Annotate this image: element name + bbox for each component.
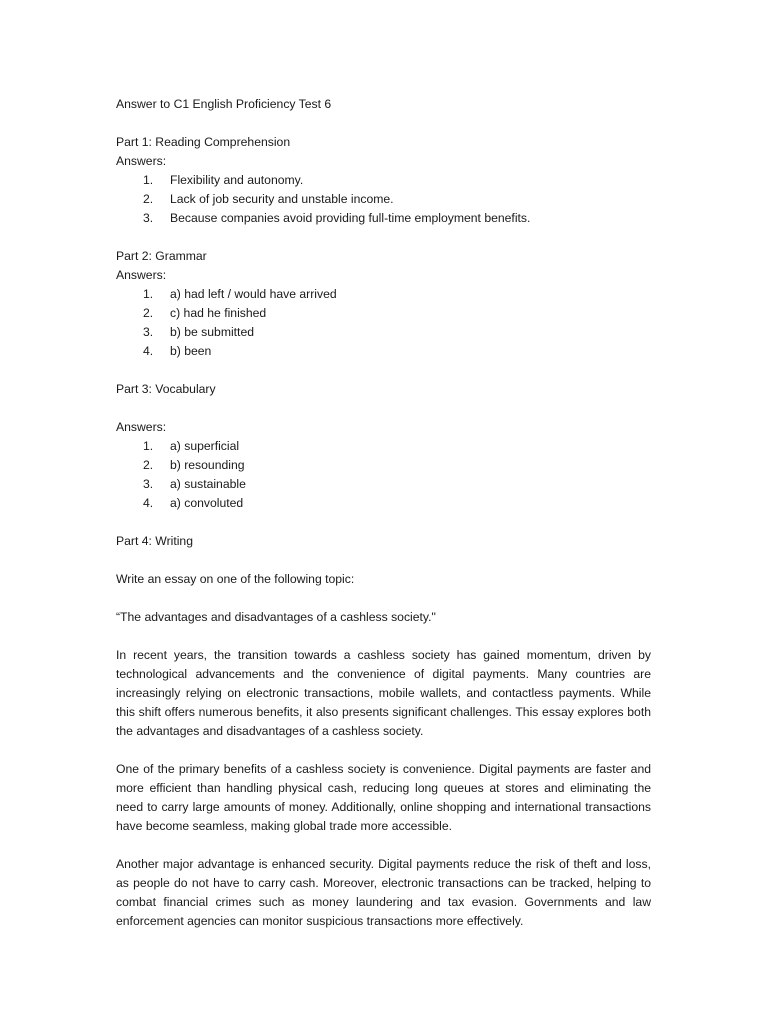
part2-answers-label: Answers: bbox=[116, 268, 167, 282]
list-number: 3. bbox=[143, 211, 154, 225]
answer-text: a) sustainable bbox=[170, 477, 246, 491]
part1-heading: Part 1: Reading Comprehension bbox=[116, 135, 291, 149]
list-number: 4. bbox=[143, 344, 154, 358]
list-item bbox=[116, 190, 651, 209]
answer-text: a) had left / would have arrived bbox=[170, 287, 337, 301]
spacer bbox=[116, 513, 651, 532]
list-item bbox=[116, 494, 651, 513]
spacer bbox=[116, 627, 651, 646]
list-number: 1. bbox=[143, 173, 154, 187]
spacer bbox=[116, 399, 651, 418]
list-number: 2. bbox=[143, 306, 154, 320]
part3-heading: Part 3: Vocabulary bbox=[116, 382, 216, 396]
part2-heading: Part 2: Grammar bbox=[116, 249, 207, 263]
spacer bbox=[116, 589, 651, 608]
part4-heading: Part 4: Writing bbox=[116, 534, 193, 548]
part3-answers-label: Answers: bbox=[116, 420, 167, 434]
answer-text: b) resounding bbox=[170, 458, 245, 472]
answer-text: a) superficial bbox=[170, 439, 240, 453]
essay-paragraph-3: Another major advantage is enhanced security. Digital payments reduce the risk of theft and loss, as people do not have to carry cash. Moreover, electronic transactions can be tracked, helping to combat financial crimes such as money laundering and tax evasion. Governments and law enforcement agencies can monitor suspicious transactions more effectively. bbox=[116, 857, 651, 928]
answer-text: a) convoluted bbox=[170, 496, 244, 510]
essay-topic: “The advantages and disadvantages of a cashless society." bbox=[116, 610, 436, 624]
part1-answer-list bbox=[116, 171, 651, 228]
spacer bbox=[116, 741, 651, 760]
list-number: 3. bbox=[143, 325, 154, 339]
answer-text: Because companies avoid providing full-time employment benefits. bbox=[170, 211, 531, 225]
list-number: 1. bbox=[143, 439, 154, 453]
answer-text: Lack of job security and unstable income. bbox=[170, 192, 394, 206]
part2-answer-list bbox=[116, 285, 651, 361]
answer-text: Flexibility and autonomy. bbox=[170, 173, 304, 187]
answer-text: c) had he finished bbox=[170, 306, 267, 320]
list-item bbox=[116, 456, 651, 475]
list-item bbox=[116, 342, 651, 361]
spacer bbox=[116, 114, 651, 133]
spacer bbox=[116, 228, 651, 247]
list-number: 2. bbox=[143, 192, 154, 206]
answer-text: b) been bbox=[170, 344, 212, 358]
part1-answers-label: Answers: bbox=[116, 154, 167, 168]
list-item bbox=[116, 475, 651, 494]
list-item bbox=[116, 323, 651, 342]
document-title: Answer to C1 English Proficiency Test 6 bbox=[116, 97, 332, 111]
spacer bbox=[116, 361, 651, 380]
spacer bbox=[116, 836, 651, 855]
list-item bbox=[116, 304, 651, 323]
document-page bbox=[116, 95, 651, 931]
list-item bbox=[116, 171, 651, 190]
essay-prompt: Write an essay on one of the following topic: bbox=[116, 572, 355, 586]
spacer bbox=[116, 551, 651, 570]
essay-paragraph-1: In recent years, the transition towards a cashless society has gained momentum, driven by technological advancements and the convenience of digital payments. Many countries are increasingly relying on electronic transactions, mobile wallets, and contactless payments. While this shift offers numerous benefits, it also presents significant challenges. This essay explores both the advantages and disadvantages of a cashless society. bbox=[116, 648, 651, 738]
list-number: 3. bbox=[143, 477, 154, 491]
list-item bbox=[116, 285, 651, 304]
essay-paragraph-2: One of the primary benefits of a cashless society is convenience. Digital payments are faster and more efficient than handling physical cash, reducing long queues at stores and eliminating the need to carry large amounts of money. Additionally, online shopping and international transactions have become seamless, making global trade more accessible. bbox=[116, 762, 651, 833]
list-number: 4. bbox=[143, 496, 154, 510]
part3-answer-list bbox=[116, 437, 651, 513]
list-number: 1. bbox=[143, 287, 154, 301]
list-item bbox=[116, 437, 651, 456]
list-item bbox=[116, 209, 651, 228]
answer-text: b) be submitted bbox=[170, 325, 255, 339]
list-number: 2. bbox=[143, 458, 154, 472]
